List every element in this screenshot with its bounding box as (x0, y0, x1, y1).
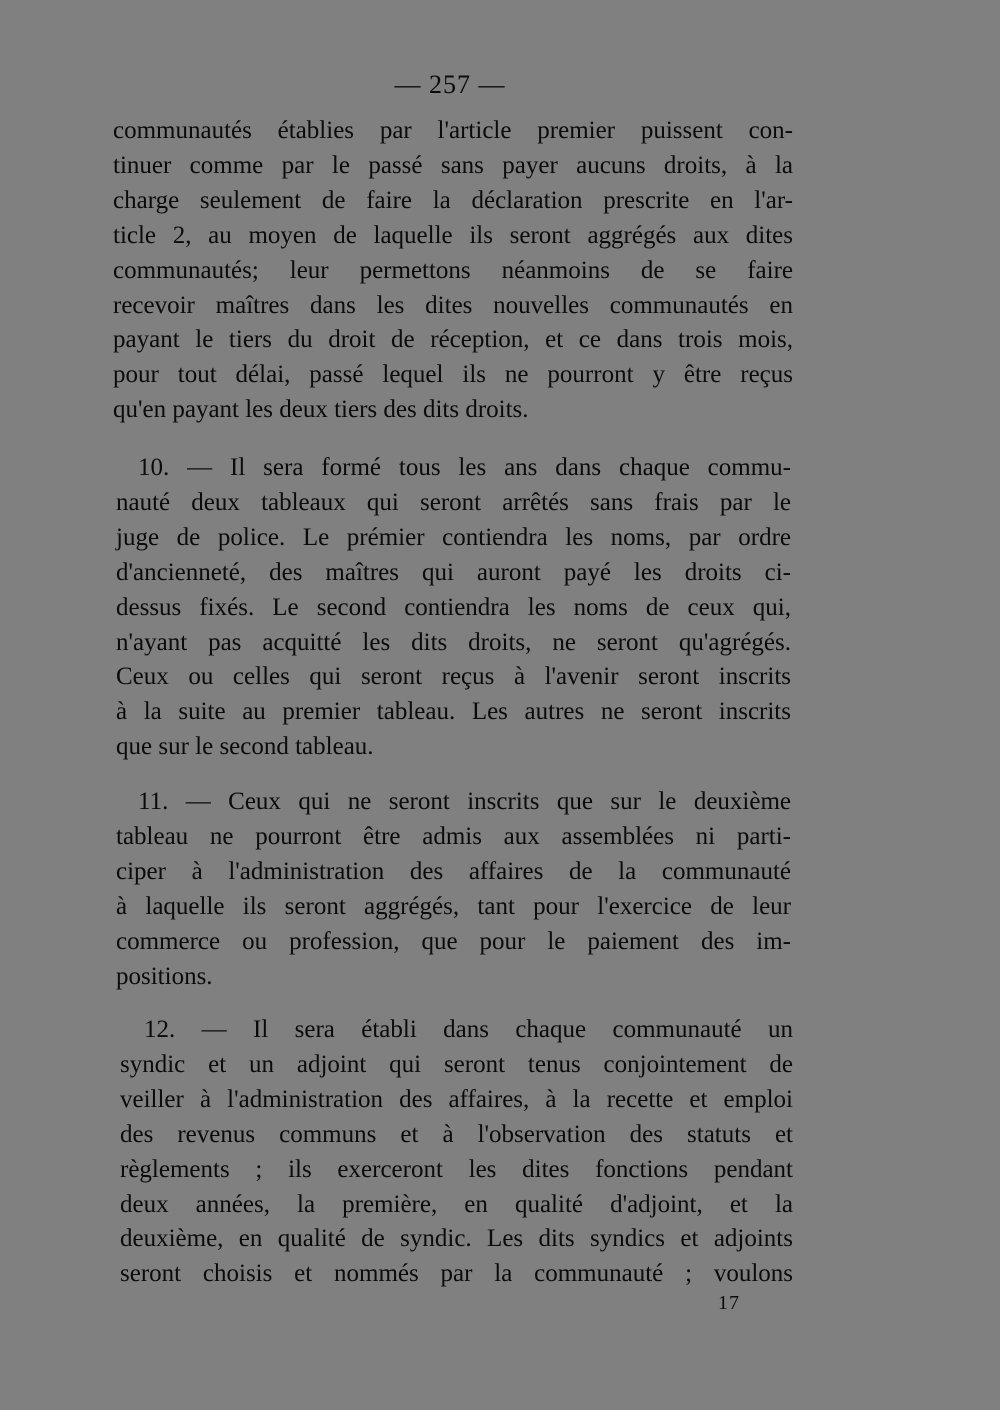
text-line: tinuer comme par le passé sans payer aucuns droits, à la (113, 151, 793, 179)
text-line: deux années, la première, en qualité d'adjoint, et la (120, 1190, 793, 1218)
text-line: à la suite au premier tableau. Les autres ne seront inscrits (116, 698, 791, 726)
paragraph-article-12 (120, 1013, 793, 1292)
text-line: d'ancienneté, des maîtres qui auront payé les droits ci- (116, 558, 791, 586)
text-line: ticle 2, au moyen de laquelle ils seront aggrégés aux dites (113, 221, 793, 249)
text-line: règlements ; ils exerceront les dites fonctions pendant (120, 1155, 793, 1183)
paragraph-article-11 (116, 785, 791, 994)
paragraph-continuation (113, 114, 793, 428)
paragraph-article-10 (116, 451, 791, 765)
text-line: recevoir maîtres dans les dites nouvelles communautés en (113, 291, 793, 319)
text-line: n'ayant pas acquitté les dits droits, ne seront qu'agrégés. (116, 628, 791, 656)
text-line: dessus fixés. Le second contiendra les noms de ceux qui, (116, 593, 791, 621)
text-line: tableau ne pourront être admis aux assemblées ni parti- (116, 822, 791, 850)
text-line: communautés; leur permettons néanmoins de se faire (113, 256, 793, 284)
text-line: syndic et un adjoint qui seront tenus conjointement de (120, 1050, 793, 1078)
text-line: des revenus communs et à l'observation des statuts et (120, 1120, 793, 1148)
text-line: 12. — Il sera établi dans chaque communauté un (144, 1016, 793, 1043)
text-line: commerce ou profession, que pour le paiement des im- (116, 927, 791, 955)
text-line: à laquelle ils seront aggrégés, tant pour l'exercice de leur (116, 892, 791, 920)
text-line: veiller à l'administration des affaires, à la recette et emploi (120, 1085, 793, 1113)
text-line: pour tout délai, passé lequel ils ne pourront y être reçus (113, 361, 793, 389)
text-line: ciper à l'administration des affaires de la communauté (116, 857, 791, 885)
text-line: 11. — Ceux qui ne seront inscrits que sur le deuxième (138, 788, 791, 815)
text-line: seront choisis et nommés par la communauté ; voulons (120, 1260, 793, 1288)
text-line: positions. (116, 962, 213, 990)
text-line: Ceux ou celles qui seront reçus à l'avenir seront inscrits (116, 663, 791, 691)
text-line: payant le tiers du droit de réception, et ce dans trois mois, (113, 326, 793, 354)
text-line: nauté deux tableaux qui seront arrêtés sans frais par le (116, 488, 791, 516)
text-line: communautés établies par l'article premier puissent con- (113, 117, 793, 144)
page-number: — 257 — (394, 70, 506, 99)
text-line: deuxième, en qualité de syndic. Les dits syndics et adjoints (120, 1225, 793, 1253)
text-line: juge de police. Le prémier contiendra les noms, par ordre (116, 523, 791, 551)
text-line: charge seulement de faire la déclaration prescrite en l'ar- (113, 186, 793, 214)
signature-mark: 17 (718, 1292, 740, 1314)
text-line: qu'en payant les deux tiers des dits droits. (113, 396, 529, 424)
text-line: 10. — Il sera formé tous les ans dans chaque commu- (138, 454, 791, 481)
text-line: que sur le second tableau. (116, 733, 374, 761)
